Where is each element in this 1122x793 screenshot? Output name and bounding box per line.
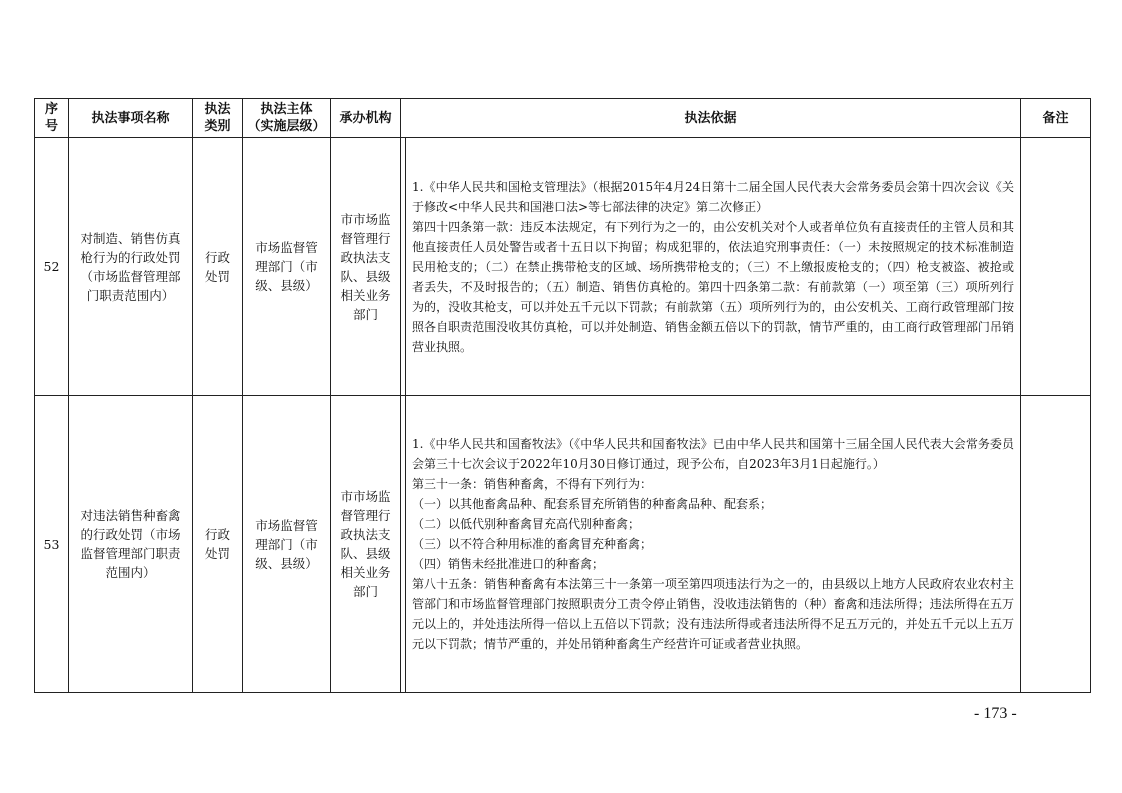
header-category: 执法类别 bbox=[193, 99, 243, 138]
row-name: 对违法销售种畜禽的行政处罚（市场监督管理部门职责范围内） bbox=[69, 396, 193, 693]
row-agency: 市市场监督管理行政执法支队、县级相关业务部门 bbox=[331, 396, 401, 693]
basis-paragraph: （一）以其他畜禽品种、配套系冒充所销售的种畜禽品种、配套系； bbox=[412, 497, 773, 511]
page-number: - 173 - bbox=[974, 705, 1017, 722]
basis-paragraph: （四）销售未经批准进口的种畜禽； bbox=[412, 557, 605, 571]
row-basis bbox=[401, 138, 1021, 396]
basis-paragraph: 第三十一条：销售种畜禽，不得有下列行为： bbox=[412, 477, 653, 491]
basis-paragraph: 1.《中华人民共和国枪支管理法》（根据2015年4月24日第十二届全国人民代表大会常务委员会第十四次会议《关于修改<中华人民共和国港口法>等七部法律的决定》第二次修正） bbox=[412, 179, 1014, 214]
basis-paragraph: （三）以不符合种用标准的畜禽冒充种畜禽； bbox=[412, 537, 653, 551]
row-name: 对制造、销售仿真枪行为的行政处罚（市场监督管理部门职责范围内） bbox=[69, 138, 193, 396]
row-category: 行政处罚 bbox=[193, 138, 243, 396]
header-subject bbox=[243, 99, 331, 138]
row-category: 行政处罚 bbox=[193, 396, 243, 693]
row-subject: 市场监督管理部门（市级、县级） bbox=[243, 138, 331, 396]
header-name: 执法事项名称 bbox=[69, 99, 193, 138]
header-agency: 承办机构 bbox=[331, 99, 401, 138]
row-remark bbox=[1021, 138, 1091, 396]
row-subject: 市场监督管理部门（市级、县级） bbox=[243, 396, 331, 693]
basis-paragraph: 第八十五条：销售种畜禽有本法第三十一条第一项至第四项违法行为之一的，由县级以上地方人民政府农业农村主管部门和市场监督管理部门按照职责分工责令停止销售，没收违法销售的（种）畜禽和违法所得；违法所得在五万元以上的，并处违法所得一倍以上五倍以下罚款；没有违法所得或者违法所得不足五万元的，并处五千元以上五万元以下罚款；情节严重的，并处吊销种畜禽生产经营许可证或者营业执照。 bbox=[412, 577, 1014, 651]
table-row bbox=[35, 396, 1091, 693]
header-basis: 执法依据 bbox=[401, 99, 1021, 138]
row-seq: 53 bbox=[35, 396, 69, 693]
basis-paragraph: （二）以低代别种畜禽冒充高代别种畜禽； bbox=[412, 517, 641, 531]
header-subject-line1: 执法主体 bbox=[260, 102, 313, 117]
basis-paragraph: 1.《中华人民共和国畜牧法》（《中华人民共和国畜牧法》已由中华人民共和国第十三届全国人民代表大会常务委员会第三十七次会议于2022年10月30日修订通过，现予公布，自2023年3月1日起施行。） bbox=[412, 437, 1014, 471]
header-seq: 序号 bbox=[35, 99, 69, 138]
row-basis bbox=[401, 396, 1021, 693]
row-agency: 市市场监督管理行政执法支队、县级相关业务部门 bbox=[331, 138, 401, 396]
law-enforcement-table bbox=[34, 98, 1091, 693]
row-remark bbox=[1021, 396, 1091, 693]
basis-paragraph: 第四十四条第一款：违反本法规定，有下列行为之一的，由公安机关对个人或者单位负有直接责任的主管人员和其他直接责任人员处警告或者十五日以下拘留；构成犯罪的，依法追究刑事责任：（一）未按照规定的技术标准制造民用枪支的；（二）在禁止携带枪支的区域、场所携带枪支的；（三）不上缴报废枪支的；（四）枪支被盗、被抢或者丢失，不及时报告的；（五）制造、销售仿真枪的。第四十四条第二款：有前款第（一）项至第（三）项所列行为的，没收其枪支，可以并处五千元以下罚款；有前款第（五）项所列行为的，由公安机关、工商行政管理部门按照各自职责范围没收其仿真枪，可以并处制造、销售金额五倍以下的罚款，情节严重的，由工商行政管理部门吊销营业执照。 bbox=[412, 219, 1014, 354]
header-remark: 备注 bbox=[1021, 99, 1091, 138]
row-seq: 52 bbox=[35, 138, 69, 396]
table-row bbox=[35, 138, 1091, 396]
table-header-row bbox=[35, 99, 1091, 138]
header-subject-line2: （实施层级） bbox=[247, 119, 326, 134]
